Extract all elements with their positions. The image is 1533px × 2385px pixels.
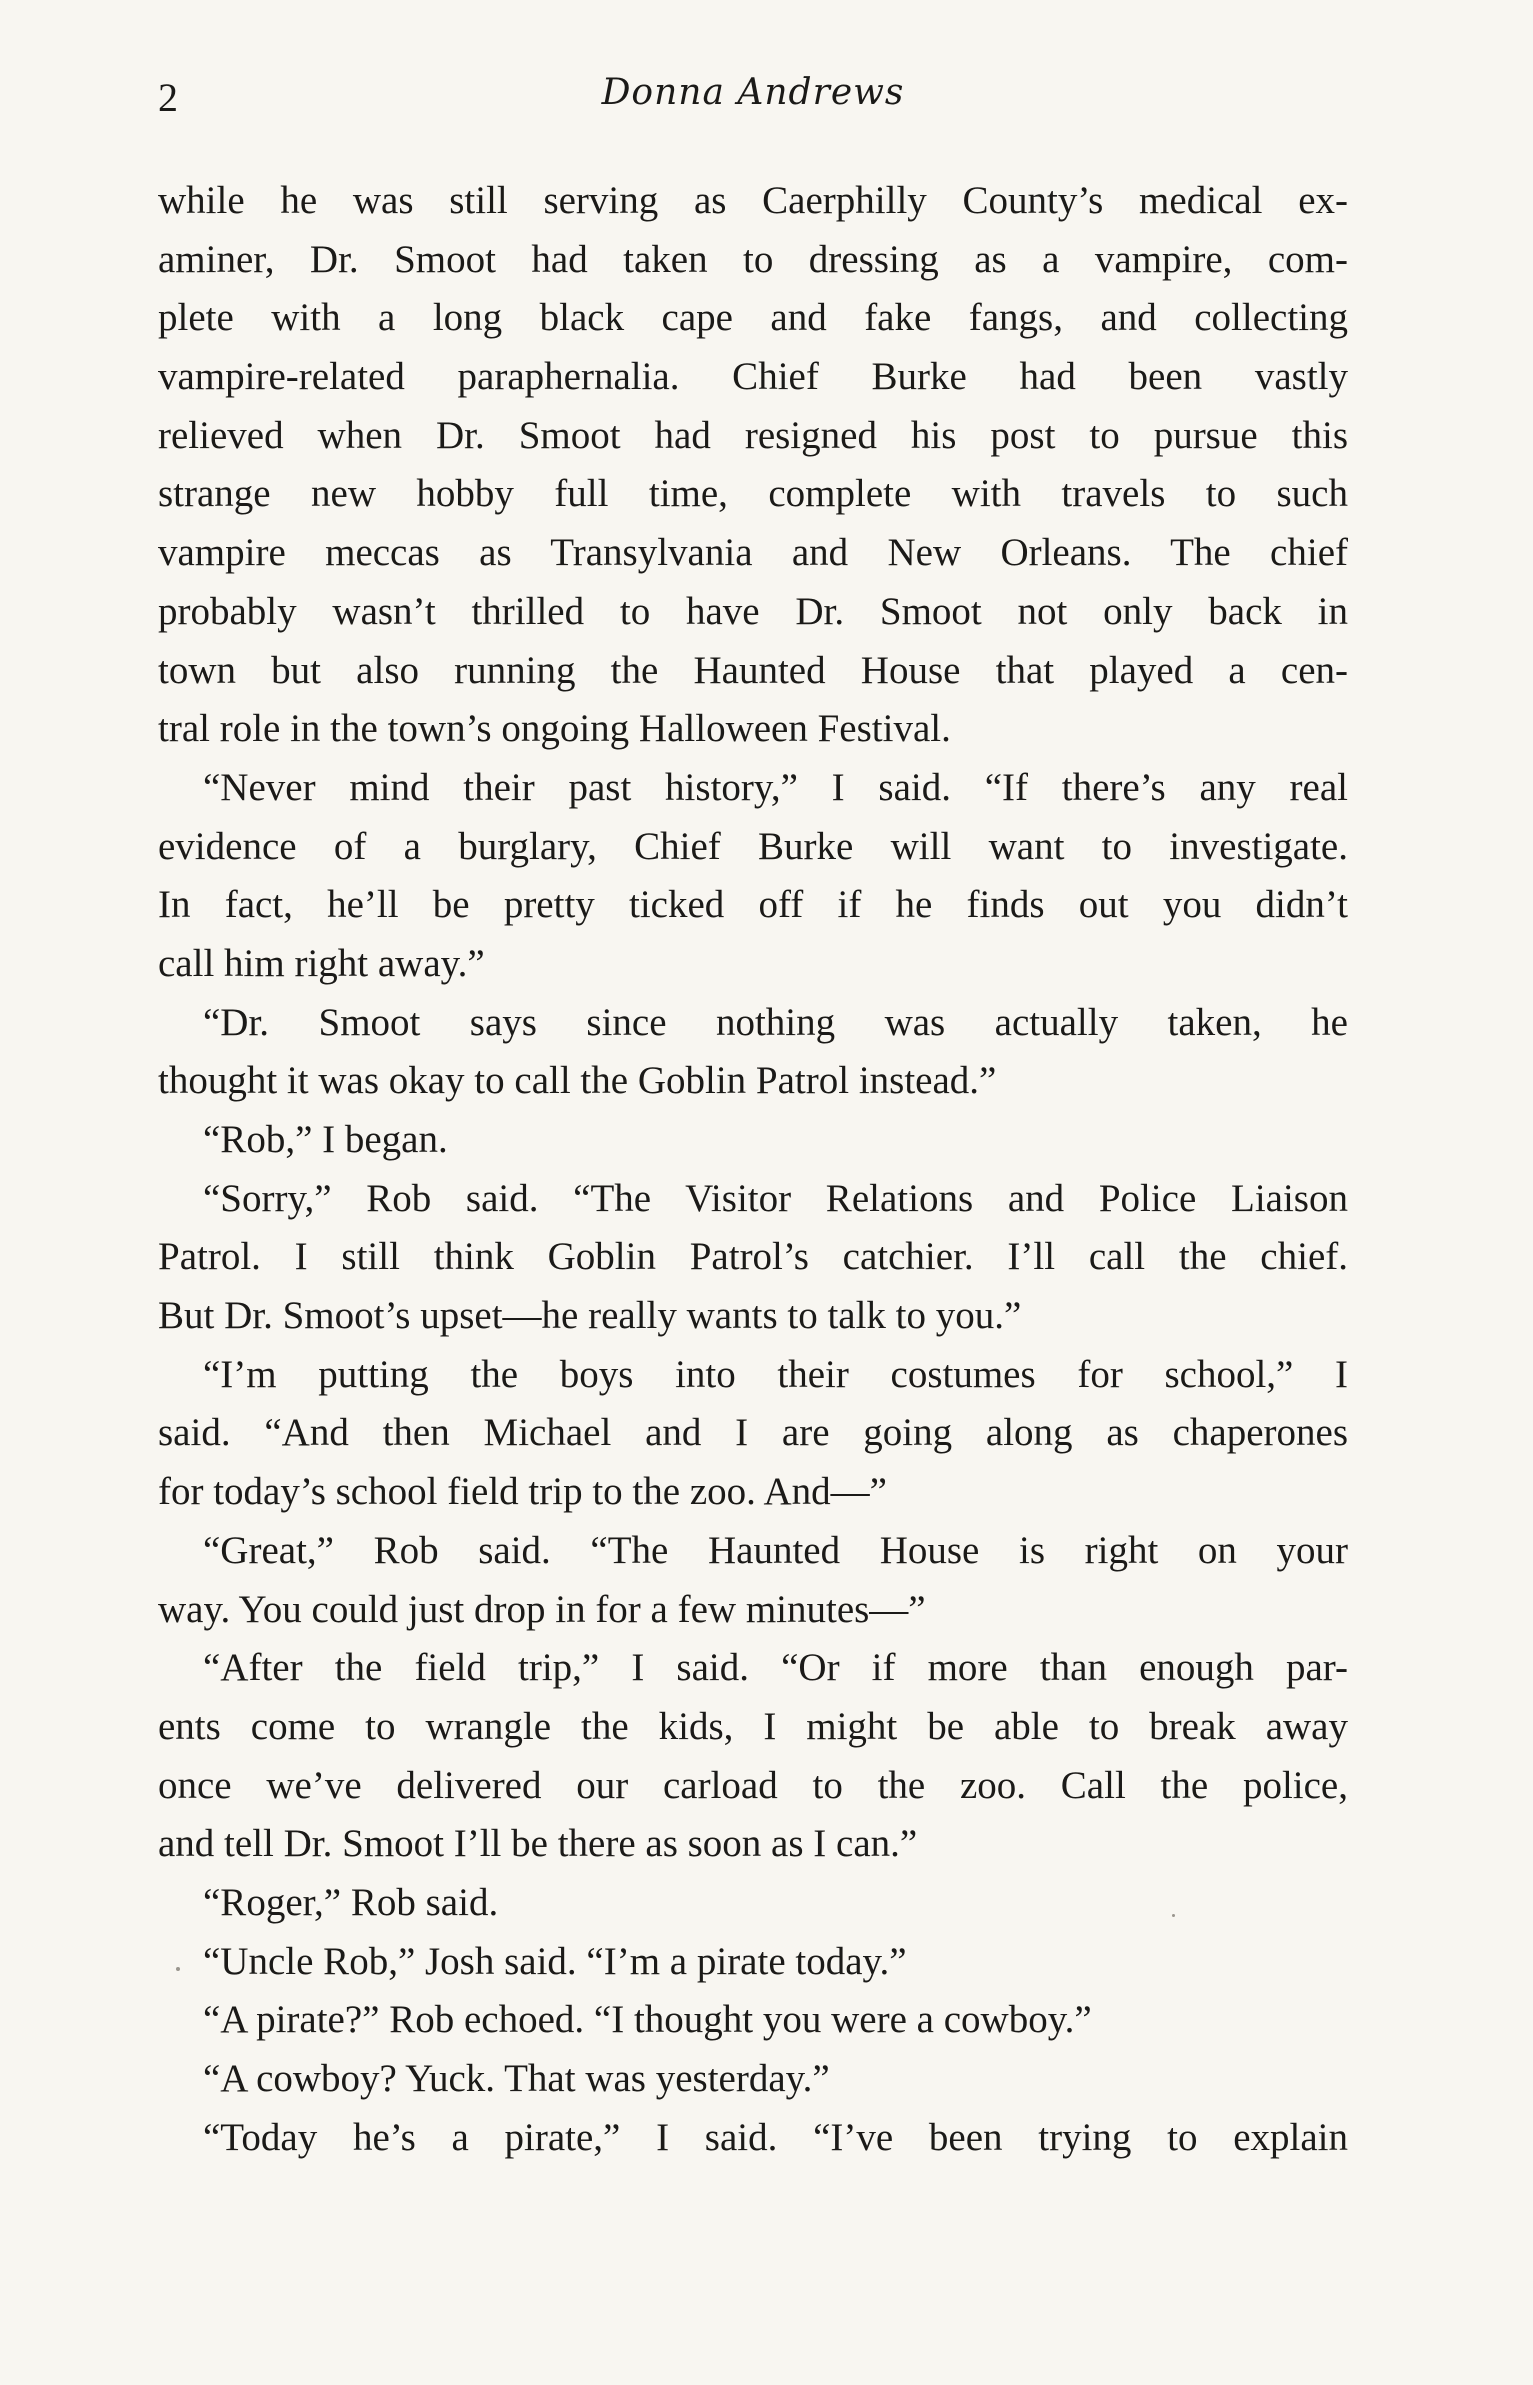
text-line: once we’ve delivered our carload to the zoo. Call the police, (158, 1763, 1348, 1807)
text-line: while he was still serving as Caerphilly County’s medical ex- (158, 179, 1348, 222)
text-line: thought it was okay to call the Goblin Patrol instead.” (158, 1059, 997, 1103)
text-line: But Dr. Smoot’s upset—he really wants to talk to you.” (158, 1294, 1022, 1338)
page-header (158, 70, 1348, 140)
text-line: ents come to wrangle the kids, I might be able to break away (158, 1704, 1348, 1748)
paragraph (158, 172, 1348, 759)
text-line: “Today he’s a pirate,” I said. “I’ve been trying to explain (203, 2115, 1348, 2159)
text-line: and tell Dr. Smoot I’ll be there as soon as I can.” (158, 1822, 918, 1866)
text-line: evidence of a burglary, Chief Burke will want to investigate. (158, 824, 1348, 868)
text-line: vampire-related paraphernalia. Chief Burke had been vastly (158, 355, 1348, 399)
text-line: for today’s school field trip to the zoo. And—” (158, 1470, 887, 1514)
text-line: “Sorry,” Rob said. “The Visitor Relations and Police Liaison (203, 1176, 1348, 1220)
text-line: “I’m putting the boys into their costumes for school,” I (203, 1352, 1348, 1396)
body-text (158, 172, 1348, 2167)
paragraph (158, 759, 1348, 994)
text-line: probably wasn’t thrilled to have Dr. Smoot not only back in (158, 589, 1348, 633)
text-line: vampire meccas as Transylvania and New Orleans. The chief (158, 531, 1348, 575)
page-number: 2 (158, 75, 178, 120)
paper-speck (176, 1967, 180, 1971)
text-line: tral role in the town’s ongoing Halloween Festival. (158, 707, 951, 751)
text-line: plete with a long black cape and fake fangs, and collecting (158, 296, 1348, 340)
text-line: “Roger,” Rob said. (203, 1880, 499, 1924)
text-line: relieved when Dr. Smoot had resigned his post to pursue this (158, 413, 1348, 457)
text-line: Patrol. I still think Goblin Patrol’s catchier. I’ll call the chief. (158, 1235, 1348, 1279)
text-line: “A pirate?” Rob echoed. “I thought you were a cowboy.” (203, 1998, 1092, 2042)
text-line: town but also running the Haunted House that played a cen- (158, 648, 1348, 692)
paragraph (158, 1522, 1348, 1639)
text-line: “After the field trip,” I said. “Or if more than enough par- (203, 1646, 1348, 1690)
paragraph (158, 994, 1348, 1111)
text-line: “Great,” Rob said. “The Haunted House is right on your (203, 1528, 1348, 1572)
text-line: “Rob,” I began. (203, 1118, 448, 1161)
paragraph (158, 1170, 1348, 1346)
text-line: “Never mind their past history,” I said. “If there’s any real (203, 765, 1348, 809)
paragraph (158, 1111, 1348, 1170)
running-head-author: Donna Andrews (601, 72, 905, 113)
paragraph (158, 1991, 1348, 2050)
text-line: In fact, he’ll be pretty ticked off if he finds out you didn’t (158, 883, 1348, 927)
text-line: call him right away.” (158, 941, 485, 985)
text-line: “A cowboy? Yuck. That was yesterday.” (203, 2057, 830, 2100)
text-line: strange new hobby full time, complete with travels to such (158, 472, 1348, 516)
text-line: “Dr. Smoot says since nothing was actually taken, he (203, 1000, 1348, 1044)
paragraph (158, 1874, 1348, 1933)
paper-speck (1172, 1914, 1175, 1917)
text-line: way. You could just drop in for a few minutes—” (158, 1587, 926, 1631)
paragraph (158, 2050, 1348, 2109)
paragraph (158, 1933, 1348, 1992)
text-line: aminer, Dr. Smoot had taken to dressing as a vampire, com- (158, 237, 1348, 281)
text-line: said. “And then Michael and I are going along as chaperones (158, 1411, 1348, 1455)
paragraph (158, 2109, 1348, 2168)
paragraph (158, 1346, 1348, 1522)
paragraph (158, 1639, 1348, 1874)
text-line: “Uncle Rob,” Josh said. “I’m a pirate today.” (203, 1939, 907, 1983)
